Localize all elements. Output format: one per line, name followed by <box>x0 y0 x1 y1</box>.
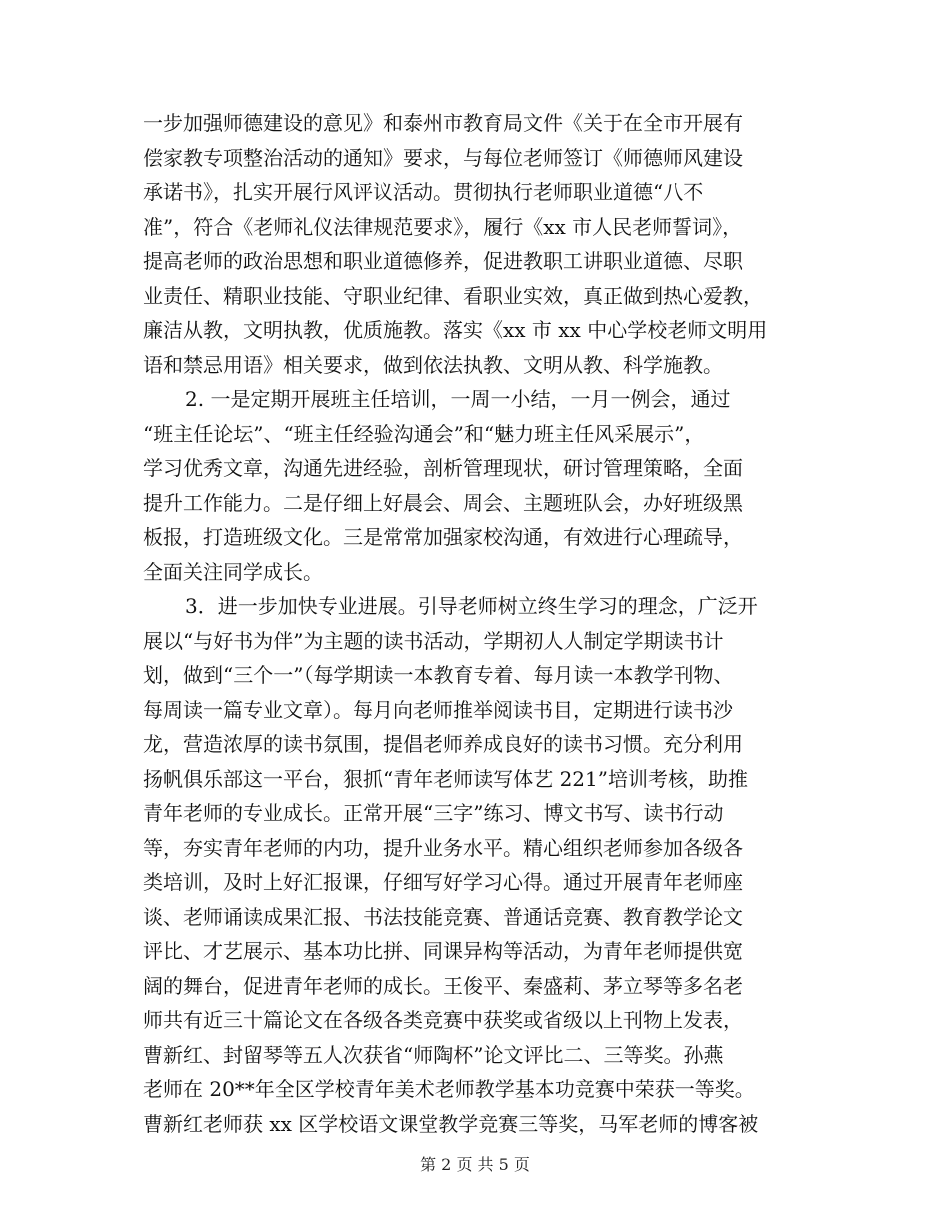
text-line: 每周读一篇专业文章）。每月向老师推举阅读书目，定期进行读书沙 <box>143 697 733 722</box>
text-line: 业责任、精职业技能、守职业纪律、看职业实效，真正做到热心爱教， <box>143 283 763 308</box>
document-body <box>143 106 809 1141</box>
text-line: 学习优秀文章，沟通先进经验，剖析管理现状，研讨管理策略，全面 <box>143 456 743 480</box>
paragraph-professional-development <box>143 589 809 1141</box>
text-line: 划，做到“三个一”（每学期读一本教育专着、每月读一本教学刊物、 <box>143 663 734 687</box>
text-line: 全面关注同学成长。 <box>143 559 323 584</box>
page-number-label: 第 2 页 共 5 页 <box>420 1155 530 1174</box>
paragraph-head-teacher-training <box>143 382 809 589</box>
text-line: “班主任论坛”、“班主任经验沟通会”和“魅力班主任风采展示”， <box>143 421 705 446</box>
text-line: 准”，符合《老师礼仪法律规范要求》，履行《xx 市人民老师誓词》， <box>143 214 743 239</box>
text-line: 评比、才艺展示、基本功比拼、同课异构等活动，为青年老师提供宽 <box>143 939 743 963</box>
text-line: 2. 一是定期开展班主任培训，一周一小结，一月一例会，通过 <box>185 387 731 411</box>
text-line: 提升工作能力。二是仔细上好晨会、周会、主题班队会，办好班级黑 <box>143 490 743 515</box>
text-line: 扬帆俱乐部这一平台，狠抓“青年老师读写体艺 221”培训考核，助推 <box>143 766 748 791</box>
page-number-footer <box>0 1153 950 1177</box>
text-line: 曹新红老师获 xx 区学校语文课堂教学竞赛三等奖，马军老师的博客被 <box>143 1111 759 1136</box>
text-line: 青年老师的专业成长。正常开展“三字”练习、博文书写、读书行动 <box>143 801 724 825</box>
text-line: 类培训，及时上好汇报课，仔细写好学习心得。通过开展青年老师座 <box>143 870 743 894</box>
paragraph-teacher-ethics <box>143 106 809 382</box>
text-line: 老师在 20**年全区学校青年美术老师教学基本功竞赛中荣获一等奖。 <box>143 1077 755 1101</box>
text-line: 廉洁从教，文明执教，优质施教。落实《xx 市 xx 中心学校老师文明用 <box>143 318 768 342</box>
text-line: 阔的舞台，促进青年老师的成长。王俊平、秦盛莉、茅立琴等多名老 <box>143 973 743 998</box>
text-line: 展以“与好书为伴”为主题的读书活动，学期初人人制定学期读书计 <box>143 628 724 653</box>
text-line: 3．进一步加快专业进展。引导老师树立终生学习的理念，广泛开 <box>185 594 758 618</box>
text-line: 曹新红、封留琴等五人次获省“师陶杯”论文评比二、三等奖。孙燕 <box>143 1042 724 1067</box>
text-line: 师共有近三十篇论文在各级各类竞赛中获奖或省级以上刊物上发表， <box>143 1008 743 1032</box>
text-line: 语和禁忌用语》相关要求，做到依法执教、文明从教、科学施教。 <box>143 352 723 377</box>
text-line: 提高老师的政治思想和职业道德修养，促进教职工讲职业道德、尽职 <box>143 249 743 273</box>
text-line: 谈、老师诵读成果汇报、书法技能竞赛、普通话竞赛、教育教学论文 <box>143 904 743 929</box>
text-line: 一步加强师德建设的意见》和泰州市教育局文件《关于在全市开展有 <box>143 111 743 135</box>
text-line: 承诺书》，扎实开展行风评议活动。贯彻执行老师职业道德“八不 <box>143 180 704 204</box>
text-line: 偿家教专项整治活动的通知》要求，与每位老师签订《师德师风建设 <box>143 145 743 170</box>
text-line: 龙，营造浓厚的读书氛围，提倡老师养成良好的读书习惯。充分利用 <box>143 732 743 756</box>
text-line: 板报，打造班级文化。三是常常加强家校沟通，有效进行心理疏导， <box>143 525 743 549</box>
text-line: 等，夯实青年老师的内功，提升业务水平。精心组织老师参加各级各 <box>143 835 743 860</box>
